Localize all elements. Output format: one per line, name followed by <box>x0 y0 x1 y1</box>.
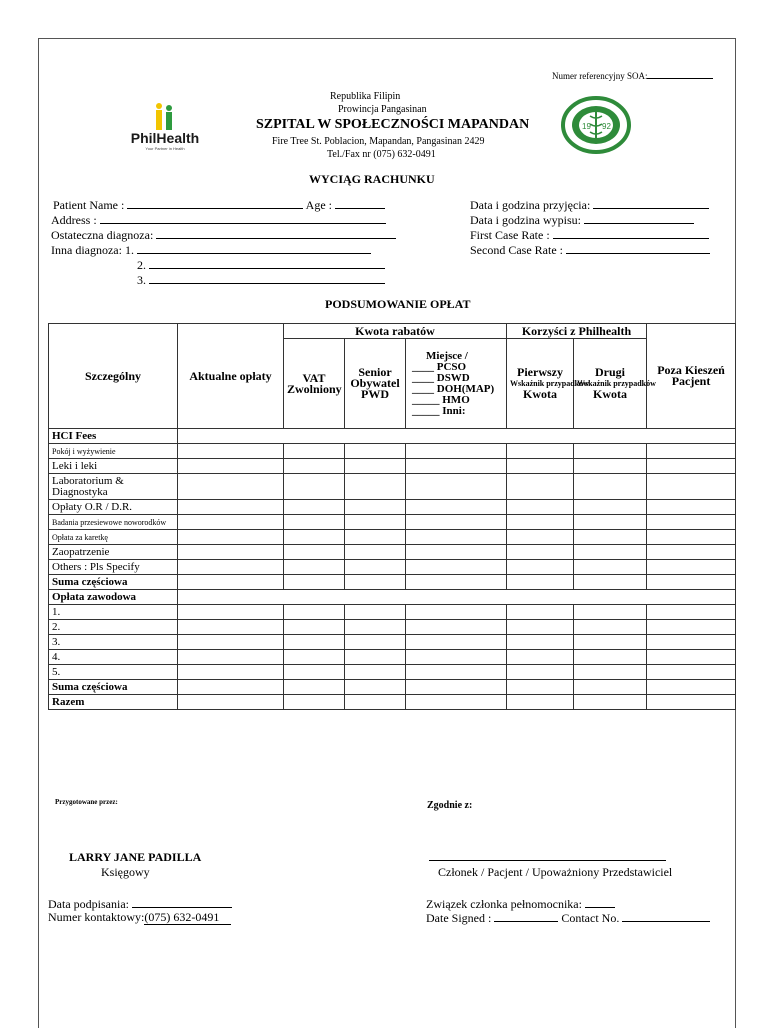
amount-cell[interactable] <box>178 575 284 590</box>
amount-cell[interactable] <box>406 680 507 695</box>
amount-cell[interactable] <box>406 560 507 575</box>
amount-cell[interactable] <box>406 635 507 650</box>
amount-cell[interactable] <box>574 665 647 680</box>
other-diagnosis-label: Inna diagnoza: 1. <box>51 243 134 257</box>
final-diagnosis-field[interactable] <box>156 227 396 239</box>
amount-cell[interactable] <box>647 444 736 459</box>
amount-cell[interactable] <box>406 530 507 545</box>
amount-cell[interactable] <box>178 665 284 680</box>
amount-cell[interactable] <box>345 620 406 635</box>
amount-cell[interactable] <box>507 444 574 459</box>
row-label: Opłata zawodowa <box>49 590 178 605</box>
amount-cell[interactable] <box>647 459 736 474</box>
amount-cell[interactable] <box>345 680 406 695</box>
hospital-address: Fire Tree St. Poblacion, Mapandan, Pangasinan 2429 <box>272 136 485 147</box>
place-option-dswd: ____ DSWD <box>412 371 470 384</box>
philhealth-tagline: Your Partner in Health <box>145 146 185 151</box>
amount-cell[interactable] <box>647 530 736 545</box>
first-case-label: First Case Rate : <box>470 228 550 242</box>
row-label: 3. <box>49 635 178 650</box>
conforme-label: Zgodnie z: <box>427 800 473 811</box>
place-option-hmo: _____ HMO <box>412 393 470 406</box>
contact-value: (075) 632-0491 <box>144 910 231 925</box>
amount-cell[interactable] <box>284 680 345 695</box>
admission-label: Data i godzina przyjęcia: <box>470 198 591 212</box>
amount-cell[interactable] <box>345 635 406 650</box>
seal-year-left: 19 <box>582 122 591 131</box>
amount-cell[interactable] <box>284 474 345 500</box>
place-option-others: _____ Inni: <box>412 404 466 417</box>
col-out-of-pocket <box>647 324 736 429</box>
table-row <box>49 500 736 515</box>
amount-cell[interactable] <box>574 560 647 575</box>
table-row <box>49 474 736 500</box>
amount-cell[interactable] <box>406 575 507 590</box>
philhealth-logo <box>119 103 209 153</box>
table-row <box>49 444 736 459</box>
discharge-label: Data i godzina wypisu: <box>470 213 581 227</box>
amount-cell[interactable] <box>178 560 284 575</box>
republic-text: Republika Filipin <box>330 91 401 102</box>
amount-cell[interactable] <box>284 444 345 459</box>
final-diagnosis-label: Ostateczna diagnoza: <box>51 228 154 242</box>
amount-cell[interactable] <box>284 560 345 575</box>
patient-name-row <box>53 197 385 213</box>
amount-cell[interactable] <box>574 444 647 459</box>
table-row <box>49 680 736 695</box>
reference-number <box>552 67 713 81</box>
amount-cell[interactable] <box>284 695 345 710</box>
row-label: Opłaty O.R / D.R. <box>49 500 178 515</box>
preparer-role: Księgowy <box>101 865 150 879</box>
amount-cell[interactable] <box>284 545 345 560</box>
table-row <box>49 459 736 474</box>
row-label: 1. <box>49 605 178 620</box>
member-date-field[interactable] <box>494 910 558 922</box>
member-label: Członek / Pacjent / Upoważniony Przedstawiciel <box>438 865 673 879</box>
amount-cell[interactable] <box>574 575 647 590</box>
amount-cell[interactable] <box>507 459 574 474</box>
address-label: Address : <box>51 213 97 227</box>
row-label: Suma częściowa <box>49 575 178 590</box>
row-label: Leki i leki <box>49 459 178 474</box>
amount-cell[interactable] <box>574 545 647 560</box>
amount-cell[interactable] <box>507 635 574 650</box>
amount-cell[interactable] <box>507 545 574 560</box>
amount-cell[interactable] <box>647 500 736 515</box>
amount-cell[interactable] <box>345 650 406 665</box>
amount-cell[interactable] <box>406 474 507 500</box>
amount-cell[interactable] <box>178 605 284 620</box>
amount-cell[interactable] <box>406 515 507 530</box>
document-title: WYCIĄG RACHUNKU <box>309 172 435 186</box>
col-second-case <box>574 339 656 429</box>
amount-cell[interactable] <box>406 605 507 620</box>
amount-cell[interactable] <box>284 500 345 515</box>
amount-cell[interactable] <box>284 575 345 590</box>
province-text: Prowincja Pangasinan <box>338 104 427 115</box>
date-signed-label: Data podpisania: <box>48 897 129 911</box>
amount-cell[interactable] <box>345 500 406 515</box>
amount-cell[interactable] <box>647 605 736 620</box>
row-label: Badania przesiewowe noworodków <box>49 515 178 530</box>
amount-cell[interactable] <box>406 620 507 635</box>
date-signed-field[interactable] <box>132 896 232 908</box>
amount-cell[interactable] <box>647 515 736 530</box>
amount-cell[interactable] <box>284 515 345 530</box>
amount-cell[interactable] <box>345 560 406 575</box>
first-case-field[interactable] <box>553 227 709 239</box>
discharge-field[interactable] <box>584 212 694 224</box>
amount-cell[interactable] <box>284 635 345 650</box>
row-label: 5. <box>49 665 178 680</box>
table-row <box>49 545 736 560</box>
amount-cell[interactable] <box>178 500 284 515</box>
amount-cell[interactable] <box>406 665 507 680</box>
col-particulars: Szczególny <box>49 324 178 429</box>
table-row <box>49 635 736 650</box>
amount-cell[interactable] <box>178 695 284 710</box>
group-philhealth: Korzyści z Philhealth <box>507 324 647 339</box>
amount-cell[interactable] <box>574 459 647 474</box>
admission-row <box>470 197 709 213</box>
amount-cell[interactable] <box>647 665 736 680</box>
col-actual-charges: Aktualne opłaty <box>178 324 284 429</box>
row-label: Suma częściowa <box>49 680 178 695</box>
patient-name-label: Patient Name : <box>53 198 125 212</box>
table-row <box>49 695 736 710</box>
amount-cell[interactable] <box>507 620 574 635</box>
other-diagnosis-3-row <box>137 272 385 288</box>
amount-cell[interactable] <box>507 650 574 665</box>
address-field[interactable] <box>100 212 386 224</box>
other-diagnosis-2-label: 2. <box>137 258 146 272</box>
table-row <box>49 530 736 545</box>
amount-cell[interactable] <box>574 500 647 515</box>
amount-cell[interactable] <box>178 650 284 665</box>
age-field[interactable] <box>335 197 385 209</box>
charges-table <box>48 323 736 710</box>
table-row <box>49 650 736 665</box>
amount-cell[interactable] <box>178 530 284 545</box>
relation-field[interactable] <box>585 896 615 908</box>
row-label: Others : Pls Specify <box>49 560 178 575</box>
row-label: HCI Fees <box>49 429 178 444</box>
section-blank-cell[interactable] <box>178 429 736 444</box>
amount-cell[interactable] <box>345 605 406 620</box>
hospital-seal-icon <box>561 96 631 154</box>
other-diagnosis-2-field[interactable] <box>149 257 385 269</box>
discharge-row <box>470 212 694 228</box>
amount-cell[interactable] <box>507 605 574 620</box>
other-diagnosis-row <box>51 242 371 258</box>
seal-year-right: 92 <box>602 122 611 131</box>
group-discount: Kwota rabatów <box>284 324 507 339</box>
first-case-row <box>470 227 709 243</box>
col-first-case <box>507 339 589 429</box>
philhealth-logo-text: PhilHealth <box>130 130 200 146</box>
amount-cell[interactable] <box>574 515 647 530</box>
amount-cell[interactable] <box>507 530 574 545</box>
second-case-title: Drugi <box>595 365 625 379</box>
hospital-telfax: Tel./Fax nr (075) 632-0491 <box>327 149 436 160</box>
member-date-row <box>426 910 710 926</box>
amount-cell[interactable] <box>345 474 406 500</box>
row-label: Razem <box>49 695 178 710</box>
first-case-amount: Kwota <box>523 387 557 401</box>
member-contact-field[interactable] <box>622 910 710 922</box>
amount-cell[interactable] <box>284 605 345 620</box>
amount-cell[interactable] <box>647 695 736 710</box>
amount-cell[interactable] <box>574 474 647 500</box>
amount-cell[interactable] <box>647 474 736 500</box>
table-row <box>49 605 736 620</box>
amount-cell[interactable] <box>178 459 284 474</box>
amount-cell[interactable] <box>284 620 345 635</box>
table-row <box>49 560 736 575</box>
amount-cell[interactable] <box>345 665 406 680</box>
col-out-of-pocket-label: Poza Kieszeń Pacjent <box>657 363 725 388</box>
amount-cell[interactable] <box>345 530 406 545</box>
amount-cell[interactable] <box>507 680 574 695</box>
age-label: Age : <box>305 198 332 212</box>
place-option-pcso: ____ PCSO <box>412 360 467 373</box>
admission-field[interactable] <box>593 197 709 209</box>
amount-cell[interactable] <box>647 680 736 695</box>
contact-row <box>48 910 231 925</box>
amount-cell[interactable] <box>345 575 406 590</box>
relation-label: Związek członka pełnomocnika: <box>426 897 582 911</box>
row-label: 2. <box>49 620 178 635</box>
amount-cell[interactable] <box>178 474 284 500</box>
amount-cell[interactable] <box>507 500 574 515</box>
row-label: Laboratorium & Diagnostyka <box>49 474 178 500</box>
amount-cell[interactable] <box>284 650 345 665</box>
amount-cell[interactable] <box>178 444 284 459</box>
table-row <box>49 429 736 444</box>
preparer-name: LARRY JANE PADILLA <box>69 850 202 864</box>
member-contact-label: Contact No. <box>561 911 620 925</box>
reference-line[interactable] <box>647 67 713 79</box>
soa-page <box>38 38 736 1028</box>
amount-cell[interactable] <box>284 459 345 474</box>
amount-cell[interactable] <box>406 500 507 515</box>
amount-cell[interactable] <box>406 444 507 459</box>
other-diagnosis-3-label: 3. <box>137 273 146 287</box>
second-case-sub: Wskaźnik przypadków <box>577 379 656 388</box>
amount-cell[interactable] <box>574 530 647 545</box>
amount-cell[interactable] <box>178 680 284 695</box>
amount-cell[interactable] <box>507 575 574 590</box>
section-blank-cell[interactable] <box>178 590 736 605</box>
amount-cell[interactable] <box>647 560 736 575</box>
amount-cell[interactable] <box>647 545 736 560</box>
amount-cell[interactable] <box>178 620 284 635</box>
amount-cell[interactable] <box>345 545 406 560</box>
place-title: Miejsce / <box>426 349 468 362</box>
second-case-amount: Kwota <box>593 387 627 401</box>
amount-cell[interactable] <box>574 680 647 695</box>
member-signature-line[interactable] <box>429 860 666 861</box>
amount-cell[interactable] <box>507 515 574 530</box>
col-place <box>406 339 507 429</box>
hospital-name: SZPITAL W SPOŁECZNOŚCI MAPANDAN <box>256 117 530 132</box>
philhealth-figures-icon <box>151 103 177 131</box>
table-row <box>49 515 736 530</box>
reference-label: Numer referencyjny SOA: <box>552 71 648 81</box>
amount-cell[interactable] <box>647 620 736 635</box>
contact-label: Numer kontaktowy: <box>48 910 145 924</box>
amount-cell[interactable] <box>507 474 574 500</box>
table-row <box>49 665 736 680</box>
amount-cell[interactable] <box>507 560 574 575</box>
final-diagnosis-row <box>51 227 396 243</box>
amount-cell[interactable] <box>574 695 647 710</box>
amount-cell[interactable] <box>647 635 736 650</box>
amount-cell[interactable] <box>507 695 574 710</box>
other-diagnosis-1-field[interactable] <box>137 242 371 254</box>
second-case-row <box>470 242 710 258</box>
table-row <box>49 620 736 635</box>
col-vat-exempt: VAT Zwolniony <box>284 339 345 429</box>
amount-cell[interactable] <box>406 650 507 665</box>
row-label: Pokój i wyżywienie <box>49 444 178 459</box>
amount-cell[interactable] <box>345 444 406 459</box>
amount-cell[interactable] <box>574 650 647 665</box>
second-case-label: Second Case Rate : <box>470 243 563 257</box>
amount-cell[interactable] <box>345 695 406 710</box>
other-diagnosis-2-row <box>137 257 385 273</box>
first-case-title: Pierwszy <box>517 365 563 379</box>
amount-cell[interactable] <box>406 695 507 710</box>
first-case-sub: Wskaźnik przypadków <box>510 379 589 388</box>
amount-cell[interactable] <box>345 459 406 474</box>
amount-cell[interactable] <box>647 650 736 665</box>
table-row <box>49 575 736 590</box>
prepared-by-label: Przygotowane przez: <box>55 798 118 806</box>
amount-cell[interactable] <box>647 575 736 590</box>
row-label: Zaopatrzenie <box>49 545 178 560</box>
patient-name-field[interactable] <box>127 197 303 209</box>
amount-cell[interactable] <box>178 515 284 530</box>
amount-cell[interactable] <box>574 635 647 650</box>
amount-cell[interactable] <box>406 545 507 560</box>
amount-cell[interactable] <box>574 605 647 620</box>
table-row <box>49 590 736 605</box>
amount-cell[interactable] <box>406 459 507 474</box>
summary-title: PODSUMOWANIE OPŁAT <box>325 297 471 311</box>
amount-cell[interactable] <box>507 665 574 680</box>
row-label: Opłata za karetkę <box>49 530 178 545</box>
amount-cell[interactable] <box>178 635 284 650</box>
address-row <box>51 212 386 228</box>
col-senior-pwd: Senior Obywatel PWD <box>345 339 406 429</box>
second-case-field[interactable] <box>566 242 710 254</box>
amount-cell[interactable] <box>574 620 647 635</box>
amount-cell[interactable] <box>284 665 345 680</box>
place-option-doh: ____ DOH(MAP) <box>412 382 495 395</box>
member-date-label: Date Signed : <box>426 911 492 925</box>
amount-cell[interactable] <box>284 530 345 545</box>
amount-cell[interactable] <box>345 515 406 530</box>
row-label: 4. <box>49 650 178 665</box>
amount-cell[interactable] <box>178 545 284 560</box>
other-diagnosis-3-field[interactable] <box>149 272 385 284</box>
